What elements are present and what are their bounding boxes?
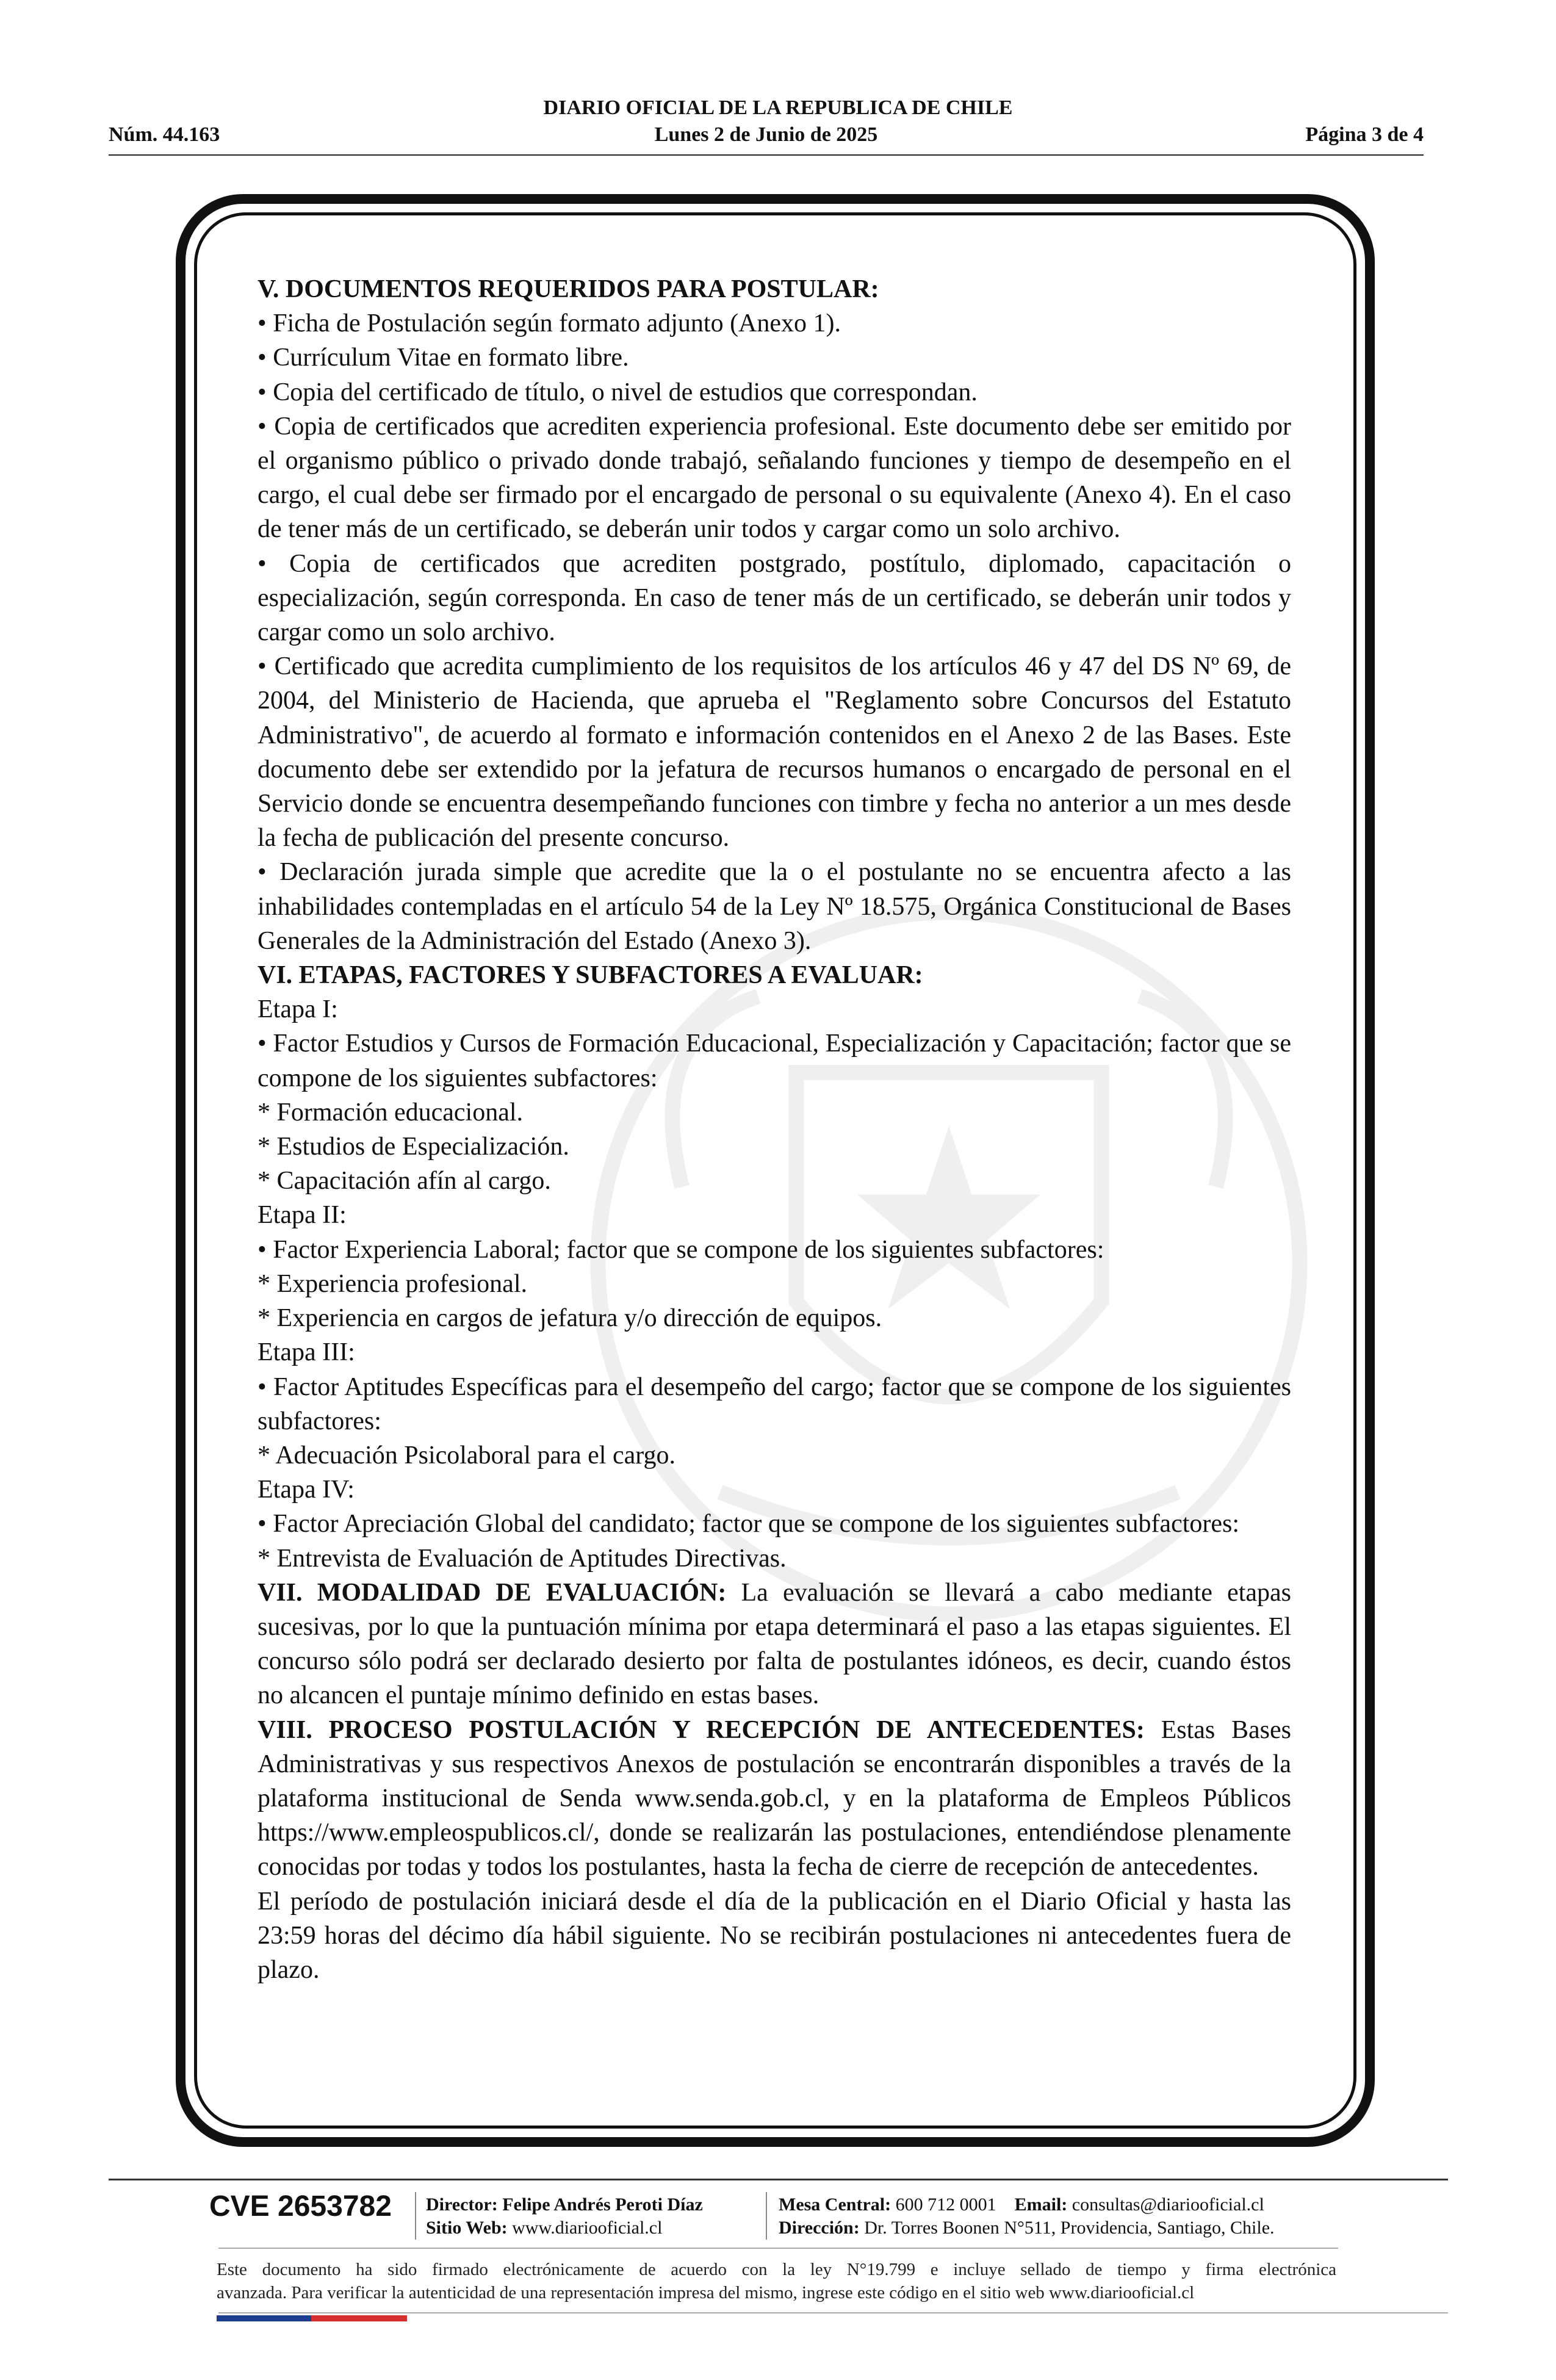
footer-separator	[415, 2192, 416, 2240]
list-item: • Factor Experiencia Laboral; factor que se compone de los siguientes subfactores:	[258, 1235, 1104, 1264]
subfactor-item: * Experiencia profesional.	[258, 1269, 527, 1298]
header-divider	[109, 154, 1424, 156]
document-body	[258, 272, 1291, 1987]
phone-number: 600 712 0001	[895, 2194, 996, 2215]
website-label: Sitio Web:	[426, 2218, 508, 2238]
stage-label: Etapa III:	[258, 1338, 355, 1367]
list-item: • Factor Apreciación Global del candidato; factor que se compone de los siguientes subfactores:	[258, 1510, 1240, 1538]
director-label: Director:	[426, 2194, 498, 2215]
list-item: • Factor Aptitudes Específicas para el desempeño del cargo; factor que se compone de los siguientes subfactores:	[258, 1372, 1291, 1435]
issue-date: Lunes 2 de Junio de 2025	[654, 123, 878, 146]
list-item: • Certificado que acredita cumplimiento de los requisitos de los artículos 46 y 47 del DS Nº 69, de 2004, del Ministerio de Hacienda, que aprueba el "Reglamento sobre Concursos del Estatuto Administrativo", de acuerdo al formato e información contenidos en el Anexo 2 de las Bases. Este documento debe ser extendido por la jefatura de recursos humanos o encargado de personal en el Servicio donde se encuentra desempeñando funciones con timbre y fecha no anterior a un mes desde la fecha de publicación del presente concurso.	[258, 652, 1291, 853]
cve-code: CVE 2653782	[209, 2190, 392, 2223]
list-item: • Ficha de Postulación según formato adjunto (Anexo 1).	[258, 309, 841, 338]
issue-number: Núm. 44.163	[109, 123, 220, 146]
footer-director-block	[426, 2193, 703, 2240]
stage-label: Etapa IV:	[258, 1476, 355, 1504]
section-vi-heading: VI. ETAPAS, FACTORES Y SUBFACTORES A EVALUAR:	[258, 961, 923, 990]
list-item: • Declaración jurada simple que acredite que la o el postulante no se encuentra afecto a las inhabilidades contempladas en el artículo 54 de la Ley Nº 18.575, Orgánica Constitucional de Bases Generales de la Administración del Estado (Anexo 3).	[258, 858, 1291, 955]
email-label: Email:	[1014, 2194, 1068, 2215]
signature-notice	[217, 2258, 1336, 2304]
list-item: • Copia del certificado de título, o nivel de estudios que correspondan.	[258, 378, 978, 406]
flag-stripe-red	[311, 2315, 407, 2321]
section-viii-paragraph	[258, 1713, 1291, 1884]
header-row	[109, 123, 1424, 150]
section-viii-heading: VIII. PROCESO POSTULACIÓN Y RECEPCIÓN DE ANTECEDENTES:	[258, 1715, 1145, 1744]
footer-divider	[218, 2248, 1338, 2249]
stage-label: Etapa I:	[258, 995, 338, 1024]
subfactor-item: * Formación educacional.	[258, 1098, 524, 1127]
subfactor-item: * Experiencia en cargos de jefatura y/o dirección de equipos.	[258, 1304, 882, 1333]
notice-line: avanzada. Para verificar la autenticidad de una representación impresa del mismo, ingrese este código en el sitio web www.diariooficial.cl	[217, 2283, 1195, 2302]
section-v-heading: V. DOCUMENTOS REQUERIDOS PARA POSTULAR:	[258, 275, 879, 303]
section-vii-paragraph	[258, 1576, 1291, 1713]
stage-label: Etapa II:	[258, 1201, 347, 1230]
address-text: Dr. Torres Boonen N°511, Providencia, Santiago, Chile.	[864, 2218, 1275, 2238]
section-vii-heading: VII. MODALIDAD DE EVALUACIÓN:	[258, 1578, 727, 1607]
list-item: • Copia de certificados que acrediten experiencia profesional. Este documento debe ser emitido por el organismo público o privado donde trabajó, señalando funciones y tiempo de desempeño en el cargo, el cual debe ser firmado por el encargado de personal o su equivalente (Anexo 4). En el caso de tener más de un certificado, se deberán unir todos y cargar como un solo archivo.	[258, 412, 1291, 544]
list-item: • Currículum Vitae en formato libre.	[258, 344, 629, 372]
footer-separator	[766, 2192, 767, 2240]
phone-label: Mesa Central:	[779, 2194, 891, 2215]
director-name: Felipe Andrés Peroti Díaz	[502, 2194, 703, 2215]
section-viii-text: Estas Bases Administrativas y sus respectivos Anexos de postulación se encontrarán disponibles a través de la plataforma institucional de Senda www.senda.gob.cl, y en la plataforma de Empleos Públicos https://www.empleospublicos.cl/, donde se realizarán las postulaciones, entendiéndose plenamente conocidas por todas y todos los postulantes, hasta la fecha de cierre de recepción de antecedentes.	[258, 1715, 1291, 1881]
list-item: • Copia de certificados que acrediten postgrado, postítulo, diplomado, capacitación o especialización, según corresponda. En caso de tener más de un certificado, se deberán unir todos y cargar como un solo archivo.	[258, 549, 1291, 647]
flag-stripe-blue	[217, 2315, 311, 2321]
footer-contact-block	[779, 2193, 1275, 2240]
subfactor-item: * Estudios de Especialización.	[258, 1133, 569, 1161]
paragraph: El período de postulación iniciará desde el día de la publicación en el Diario Oficial y hasta las 23:59 horas del décimo día hábil siguiente. No se recibirán postulaciones ni antecedentes fuera de plazo.	[258, 1887, 1291, 1984]
list-item: • Factor Estudios y Cursos de Formación Educacional, Especialización y Capacitación; factor que se compone de los siguientes subfactores:	[258, 1030, 1291, 1092]
page-indicator: Página 3 de 4	[1305, 123, 1424, 146]
footer-divider	[218, 2312, 1448, 2313]
email-link[interactable]: consultas@diariooficial.cl	[1072, 2194, 1264, 2215]
notice-line: Este documento ha sido firmado electrónicamente de acuerdo con la ley N°19.799 e incluye sellado de tiempo y firma electrónica	[217, 2260, 1336, 2279]
website-link[interactable]: www.diariooficial.cl	[512, 2218, 663, 2238]
footer-divider	[109, 2179, 1448, 2180]
address-label: Dirección:	[779, 2218, 860, 2238]
subfactor-item: * Capacitación afín al cargo.	[258, 1167, 551, 1195]
newspaper-title: DIARIO OFICIAL DE LA REPUBLICA DE CHILE	[543, 96, 1013, 119]
subfactor-item: * Adecuación Psicolaboral para el cargo.	[258, 1441, 675, 1469]
subfactor-item: * Entrevista de Evaluación de Aptitudes Directivas.	[258, 1544, 787, 1573]
section-vii-text: La evaluación se llevará a cabo mediante etapas sucesivas, por lo que la puntuación mínima por etapa determinará el paso a las etapas siguientes. El concurso sólo podrá ser declarado desierto por falta de postulantes idóneos, es decir, cuando éstos no alcancen el puntaje mínimo definido en estas bases.	[258, 1578, 1291, 1710]
